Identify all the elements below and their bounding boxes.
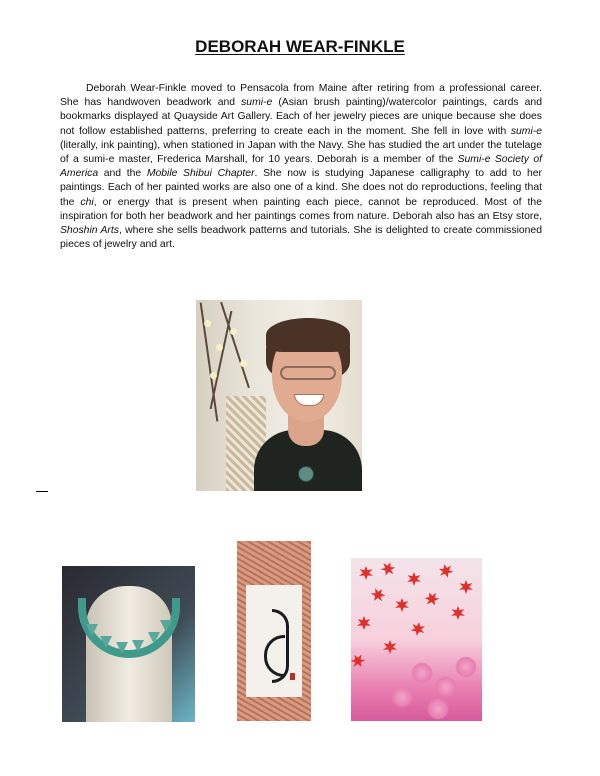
bio-paragraph [60, 82, 542, 252]
bio-store: Shoshin Arts [60, 225, 119, 237]
portrait-photo [196, 300, 362, 491]
bio-text-6: , or energy that is present when painting each piece, cannot be reproduced. Most of the inspiration for both her beadwork and her paintings comes from nature. Deborah also has an Etsy store, [60, 196, 542, 222]
dash-mark [36, 491, 48, 492]
maple-leaves-painting-photo [351, 558, 482, 721]
bio-text-3: (literally, ink painting), when stationed in Japan with the Navy. She has studied the art under the tutelage of a sumi-e master, Frederica Marshall, for 10 years. Deborah is a member of the [60, 139, 542, 166]
bio-sumie-1: sumi-e [241, 97, 273, 109]
bio-sumie-2: sumi-e [510, 125, 542, 137]
bio-text-2: (Asian brush painting)/watercolor paintings, cards and bookmarks displayed at Quayside Art Gallery. Each of her jewelry pieces are unique because she does not follow established patterns, preferring to create each in the moment. She fell in love with [60, 97, 542, 137]
bio-text-4: and the [98, 168, 147, 180]
cat-sumi-e-scroll-photo [237, 541, 311, 721]
bio-chi: chi [80, 196, 94, 208]
bio-text-7: , where she sells beadwork patterns and tutorials. She is delighted to create commissioned pieces of jewelry and art. [60, 225, 542, 251]
bio-text-5: . She now is studying Japanese calligraphy to add to her paintings. Each of her painted works are also one of a kind. She does not do reproductions, feeling that the [60, 168, 542, 208]
beaded-necklace-photo [62, 566, 195, 722]
page-title [0, 37, 600, 57]
page-title-text: DEBORAH WEAR-FINKLE [195, 37, 405, 56]
bio-text-1: Deborah Wear-Finkle moved to Pensacola from Maine after retiring from a professional career. She has handwoven beadwork and [60, 83, 542, 109]
bio-society: Sumi-e Society of America [60, 154, 542, 180]
bio-chapter: Mobile Shibui Chapter [146, 168, 255, 180]
